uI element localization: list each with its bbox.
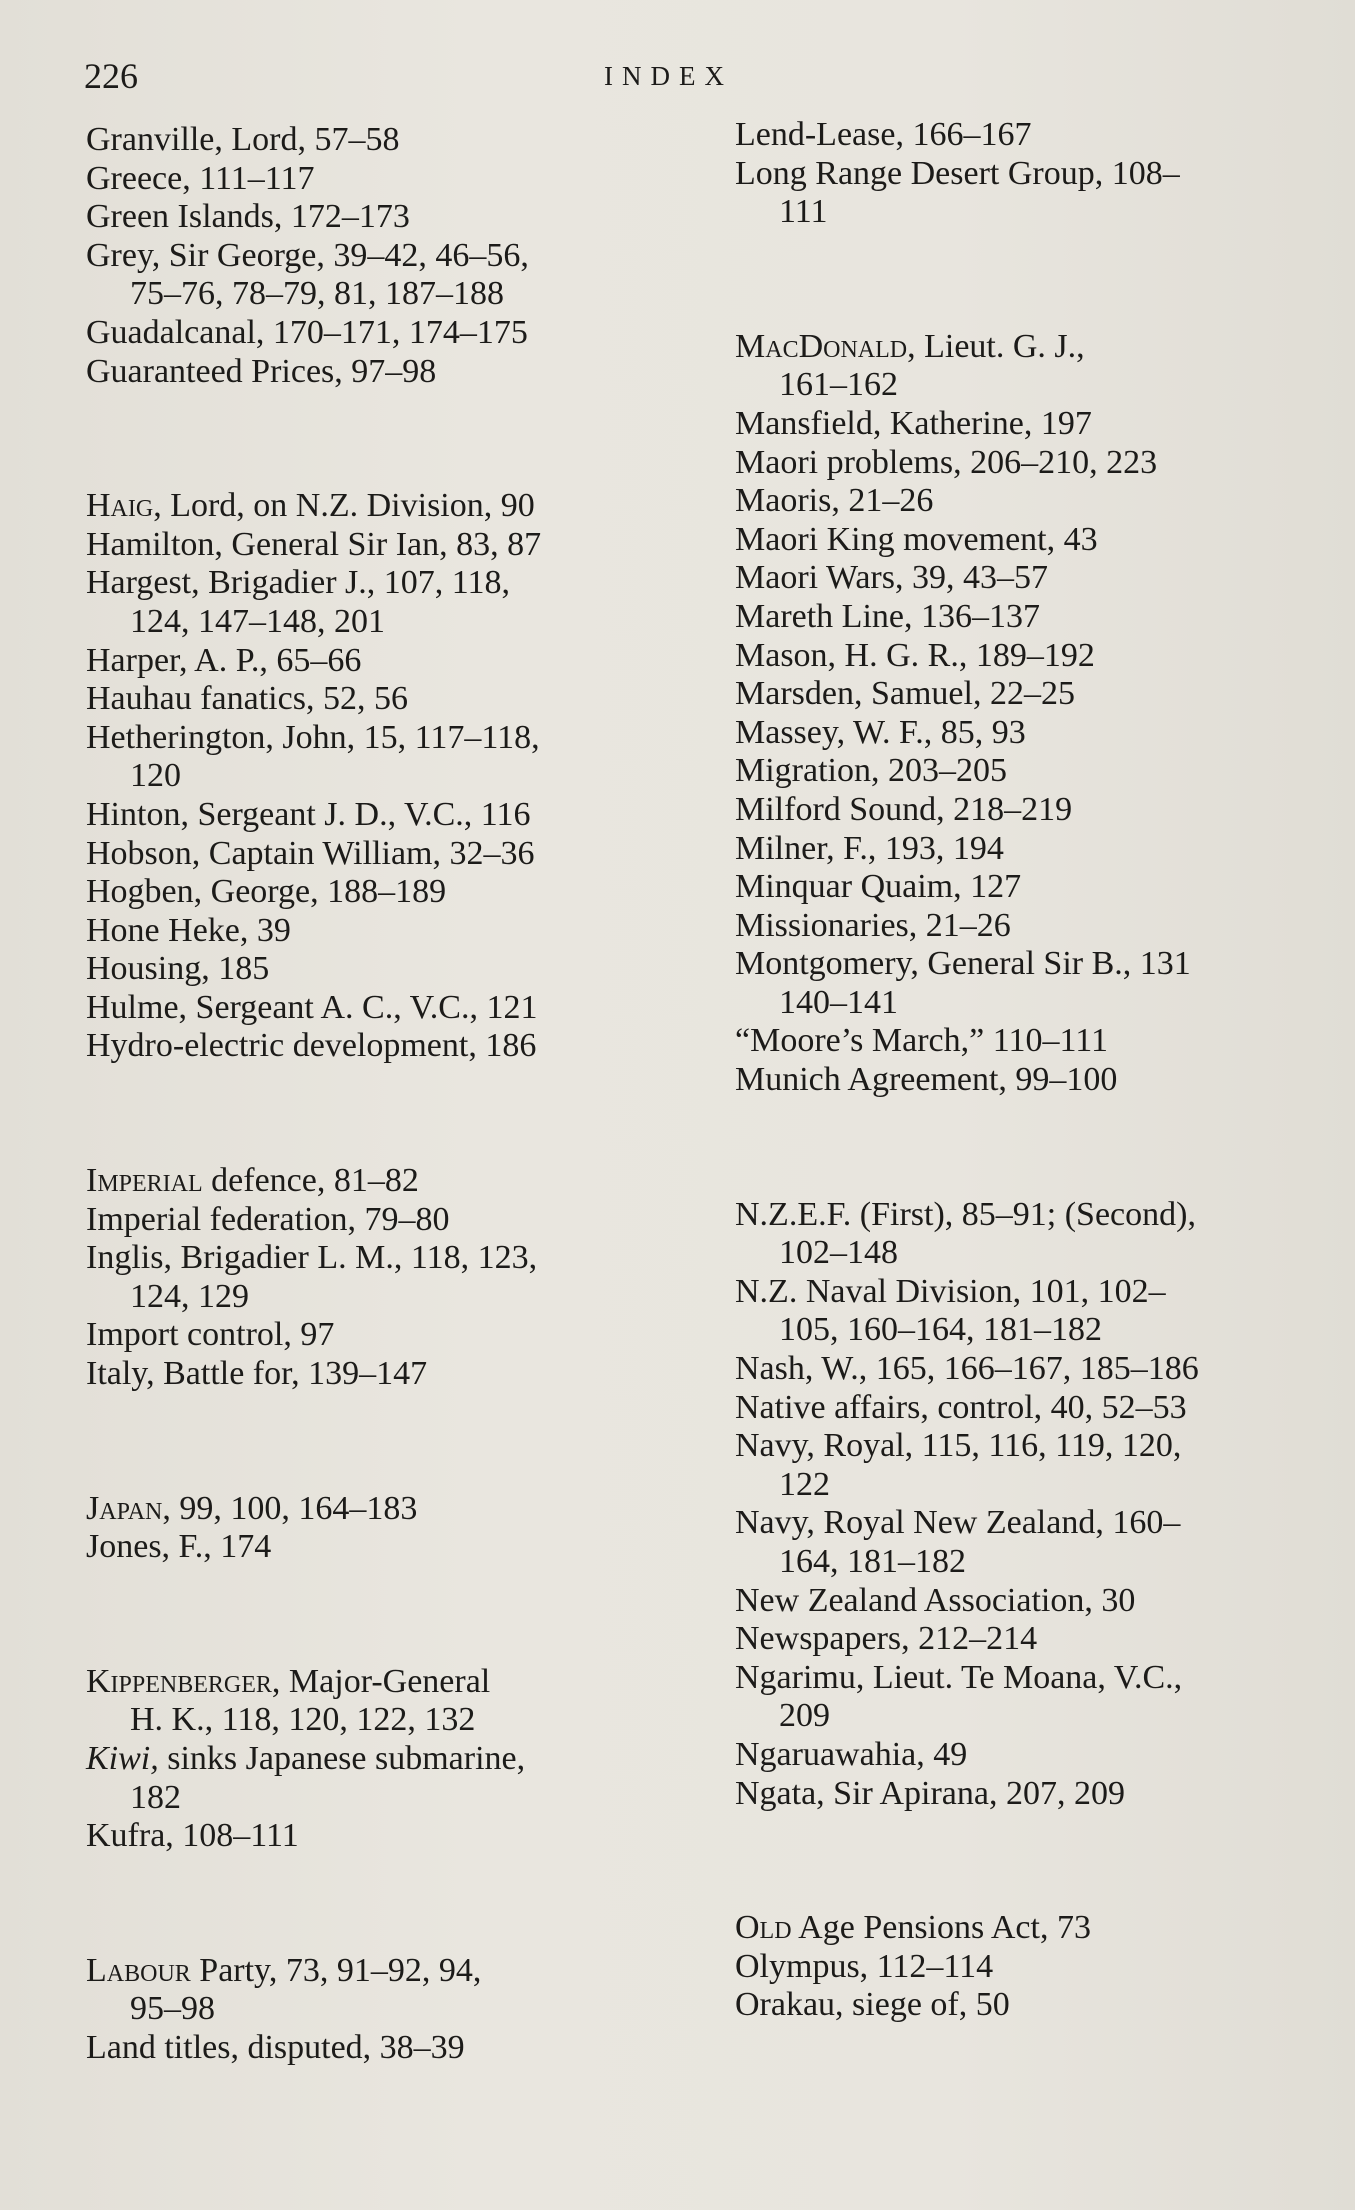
index-group-i: [86, 1162, 676, 1394]
page-header: [84, 55, 1274, 105]
index-entry: [735, 714, 1305, 753]
index-entry: [86, 1201, 676, 1240]
index-entry: [735, 598, 1305, 637]
entry-text: 124, 147–148, 201: [130, 602, 385, 640]
entry-lead-word: Old: [735, 1909, 792, 1947]
entry-text: Mansfield, Katherine, 197: [735, 404, 1092, 442]
entry-text: Hone Heke, 39: [86, 911, 291, 949]
index-entry: [735, 1736, 1305, 1775]
entry-text: Hulme, Sergeant A. C., V.C., 121: [86, 988, 538, 1026]
entry-text: 182: [130, 1778, 181, 1816]
index-entry: [86, 526, 676, 565]
index-entry: [86, 796, 676, 835]
entry-text: Guadalcanal, 170–171, 174–175: [86, 313, 528, 351]
entry-text: Greece, 111–117: [86, 159, 315, 197]
index-entry: [86, 1355, 676, 1394]
entry-text: Maoris, 21–26: [735, 482, 934, 520]
index-group-l: [735, 116, 1305, 232]
entry-text: Ngata, Sir Apirana, 207, 209: [735, 1774, 1125, 1812]
index-entry: [735, 1504, 1305, 1581]
index-entry: [86, 912, 676, 951]
index-column-left: [86, 121, 676, 2068]
entry-text: Grey, Sir George, 39–42, 46–56,: [86, 236, 529, 274]
index-entry: [86, 564, 676, 641]
entry-lead-italic: Kiwi,: [86, 1740, 159, 1777]
entry-text: Marsden, Samuel, 22–25: [735, 675, 1075, 713]
index-entry: [86, 1490, 676, 1529]
index-entry: [735, 1273, 1305, 1350]
index-entry: [86, 237, 676, 314]
index-entry: [735, 521, 1305, 560]
entry-text: Missionaries, 21–26: [735, 906, 1011, 944]
entry-text: Milford Sound, 218–219: [735, 790, 1073, 828]
index-entry: [86, 121, 676, 160]
index-entry: [735, 945, 1305, 1022]
entry-text: Maori Wars, 39, 43–57: [735, 559, 1048, 597]
index-group-m: [735, 328, 1305, 1100]
index-entry: [735, 1582, 1305, 1621]
entry-text: Olympus, 112–114: [735, 1947, 994, 1985]
index-entry: [86, 950, 676, 989]
entry-text: Harper, A. P., 65–66: [86, 641, 362, 679]
page-number: 226: [84, 56, 138, 96]
entry-text: 161–162: [779, 366, 898, 404]
entry-text: Long Range Desert Group, 108–: [735, 154, 1180, 192]
index-entry: [735, 1948, 1305, 1987]
index-entry: [86, 1162, 676, 1201]
entry-text: Hargest, Brigadier J., 107, 118,: [86, 564, 510, 602]
running-head: INDEX: [604, 61, 733, 91]
index-entry: [735, 1061, 1305, 1100]
entry-lead-word: Labour: [86, 1951, 191, 1989]
index-entry: [735, 1909, 1305, 1948]
index-entry: [735, 675, 1305, 714]
index-group-l: [86, 1952, 676, 2068]
index-group-h: [86, 487, 676, 1066]
entry-text: Orakau, siege of, 50: [735, 1986, 1010, 2024]
index-group-n: [735, 1196, 1305, 1814]
index-entry: [86, 1663, 676, 1740]
index-entry: [735, 1775, 1305, 1814]
index-entry: [86, 487, 676, 526]
index-entry: [735, 559, 1305, 598]
index-entry: [735, 791, 1305, 830]
entry-text: H. K., 118, 120, 122, 132: [130, 1701, 476, 1739]
index-entry: [735, 907, 1305, 946]
entry-text: Jones, F., 174: [86, 1528, 272, 1566]
entry-text: N.Z.E.F. (First), 85–91; (Second),: [735, 1195, 1196, 1233]
entry-text: 95–98: [130, 1990, 215, 2028]
entry-text: Hinton, Sergeant J. D., V.C., 116: [86, 795, 531, 833]
index-entry: [86, 1239, 676, 1316]
index-entry: [735, 1350, 1305, 1389]
entry-text: Italy, Battle for, 139–147: [86, 1355, 428, 1393]
entry-text: 75–76, 78–79, 81, 187–188: [130, 275, 504, 313]
entry-text: Lend-Lease, 166–167: [735, 116, 1032, 153]
index-entry: [735, 444, 1305, 483]
index-entry: [86, 1027, 676, 1066]
index-entry: [86, 642, 676, 681]
index-entry: [86, 835, 676, 874]
index-entry: [86, 353, 676, 392]
entry-text: New Zealand Association, 30: [735, 1581, 1136, 1619]
entry-lead-word: MacDonald,: [735, 327, 916, 365]
entry-text: 111: [779, 193, 828, 231]
entry-lead-word: Haig,: [86, 487, 162, 525]
index-entry: [735, 1986, 1305, 2025]
index-entry: [735, 1427, 1305, 1504]
entry-text: Migration, 203–205: [735, 752, 1007, 790]
entry-text: Native affairs, control, 40, 52–53: [735, 1388, 1187, 1426]
entry-text: N.Z. Naval Division, 101, 102–: [735, 1272, 1166, 1310]
entry-text: Mason, H. G. R., 189–192: [735, 636, 1095, 674]
index-group-j: [86, 1490, 676, 1567]
index-entry: [735, 328, 1305, 405]
entry-text: Maori problems, 206–210, 223: [735, 443, 1158, 481]
index-entry: [86, 198, 676, 237]
entry-text: Hamilton, General Sir Ian, 83, 87: [86, 525, 542, 563]
index-entry: [86, 873, 676, 912]
index-entry: [735, 116, 1305, 155]
index-entry: [86, 314, 676, 353]
entry-text: Housing, 185: [86, 950, 270, 988]
entry-text: 209: [779, 1697, 830, 1735]
index-entry: [86, 1740, 676, 1817]
entry-text: Major-General: [280, 1662, 491, 1700]
index-entry: [735, 405, 1305, 444]
index-entry: [735, 830, 1305, 869]
entry-text: Munich Agreement, 99–100: [735, 1061, 1118, 1099]
index-group-o: [735, 1909, 1305, 2025]
entry-text: 140–141: [779, 983, 898, 1021]
index-entry: [86, 1817, 676, 1856]
entry-lead-word: Imperial: [86, 1162, 203, 1200]
entry-text: Montgomery, General Sir B., 131: [735, 945, 1191, 983]
entry-text: sinks Japanese submarine,: [158, 1740, 526, 1777]
entry-text: Minquar Quaim, 127: [735, 868, 1022, 906]
index-entry: [735, 482, 1305, 521]
entry-text: Inglis, Brigadier L. M., 118, 123,: [86, 1239, 538, 1277]
index-group-g: [86, 121, 676, 391]
entry-text: Navy, Royal New Zealand, 160–: [735, 1504, 1181, 1542]
index-entry: [735, 155, 1305, 232]
entry-text: Hetherington, John, 15, 117–118,: [86, 718, 540, 756]
entry-text: Hauhau fanatics, 52, 56: [86, 680, 408, 718]
entry-text: Ngaruawahia, 49: [735, 1735, 968, 1773]
entry-text: 99, 100, 164–183: [170, 1489, 418, 1527]
index-entry: [735, 868, 1305, 907]
entry-text: Granville, Lord, 57–58: [86, 121, 400, 158]
entry-text: 102–148: [779, 1234, 898, 1272]
index-entry: [735, 752, 1305, 791]
entry-text: “Moore’s March,” 110–111: [735, 1022, 1108, 1060]
entry-lead-word: Kippenberger,: [86, 1662, 281, 1700]
index-entry: [735, 1620, 1305, 1659]
entry-text: Newspapers, 212–214: [735, 1620, 1038, 1658]
entry-text: 124, 129: [130, 1277, 249, 1315]
index-entry: [735, 1389, 1305, 1428]
index-entry: [86, 989, 676, 1028]
entry-text: Navy, Royal, 115, 116, 119, 120,: [735, 1427, 1182, 1465]
index-group-k: [86, 1663, 676, 1856]
entry-text: defence, 81–82: [202, 1162, 419, 1200]
entry-text: Age Pensions Act, 73: [791, 1909, 1091, 1947]
entry-text: Hobson, Captain William, 32–36: [86, 834, 535, 872]
entry-text: Imperial federation, 79–80: [86, 1200, 450, 1238]
entry-lead-word: Japan,: [86, 1489, 171, 1527]
entry-text: 164, 181–182: [779, 1543, 966, 1580]
index-entry: [86, 160, 676, 199]
index-entry: [86, 1952, 676, 2029]
entry-text: Guaranteed Prices, 97–98: [86, 352, 437, 390]
entry-text: Massey, W. F., 85, 93: [735, 713, 1026, 751]
index-entry: [86, 680, 676, 719]
index-entry: [86, 2029, 676, 2068]
entry-text: 105, 160–164, 181–182: [779, 1311, 1102, 1349]
index-entry: [86, 1316, 676, 1355]
entry-text: Maori King movement, 43: [735, 520, 1098, 558]
entry-text: Party, 73, 91–92, 94,: [190, 1951, 482, 1989]
entry-text: Hogben, George, 188–189: [86, 873, 447, 911]
index-entry: [735, 1022, 1305, 1061]
entry-text: Hydro-electric development, 186: [86, 1027, 537, 1065]
entry-text: Green Islands, 172–173: [86, 198, 410, 236]
entry-text: 120: [130, 757, 181, 795]
entry-text: Lord, on N.Z. Division, 90: [161, 487, 535, 525]
entry-text: 122: [779, 1465, 830, 1503]
index-entry: [86, 1528, 676, 1567]
entry-text: Lieut. G. J.,: [915, 327, 1085, 365]
entry-text: Land titles, disputed, 38–39: [86, 2028, 465, 2066]
entry-text: Kufra, 108–111: [86, 1817, 299, 1855]
index-column-right: [735, 116, 1305, 2025]
index-entry: [86, 719, 676, 796]
index-entry: [735, 1659, 1305, 1736]
entry-text: Milner, F., 193, 194: [735, 829, 1004, 867]
entry-text: Ngarimu, Lieut. Te Moana, V.C.,: [735, 1658, 1183, 1696]
entry-text: Import control, 97: [86, 1316, 335, 1354]
index-entry: [735, 637, 1305, 676]
index-entry: [735, 1196, 1305, 1273]
entry-text: Nash, W., 165, 166–167, 185–186: [735, 1350, 1199, 1388]
entry-text: Mareth Line, 136–137: [735, 597, 1040, 635]
